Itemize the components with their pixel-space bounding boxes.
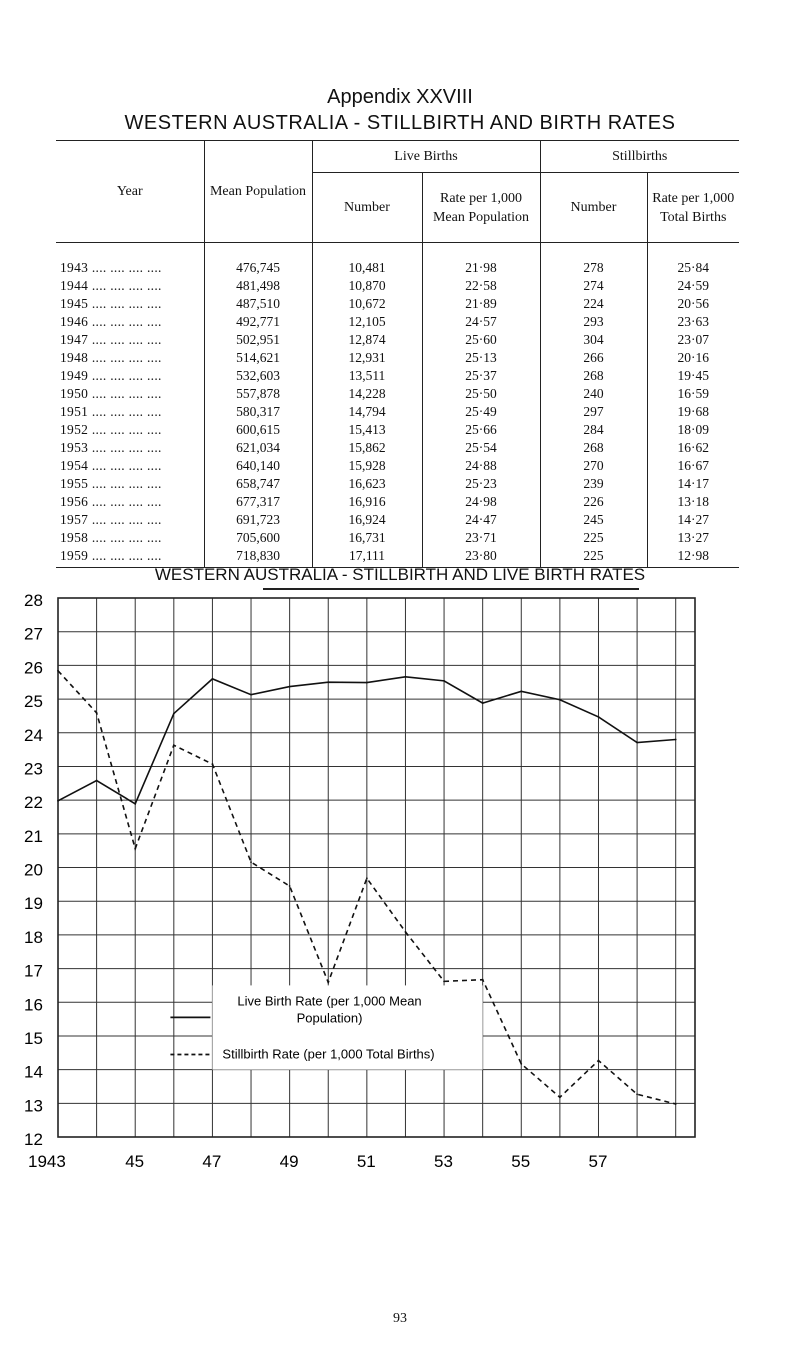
cell-live-rate: 23·71 xyxy=(422,529,540,547)
cell-live-number: 15,862 xyxy=(312,439,422,457)
stillbirth-point xyxy=(675,1103,677,1105)
cell-live-number: 16,731 xyxy=(312,529,422,547)
stillbirth-point xyxy=(134,848,136,850)
header-still-rate: Rate per 1,000 Total Births xyxy=(647,173,739,243)
cell-year: 1953 .... .... .... .... xyxy=(60,440,162,455)
x-tick-label: 45 xyxy=(125,1152,145,1171)
cell-population: 677,317 xyxy=(204,493,312,511)
cell-still-number: 240 xyxy=(540,385,647,403)
y-tick-label: 15 xyxy=(24,1028,43,1048)
cell-year: 1956 .... .... .... .... xyxy=(60,494,162,509)
x-tick-label: 55 xyxy=(511,1152,531,1171)
cell-year: 1943 .... .... .... .... xyxy=(60,260,162,275)
cell-year: 1948 .... .... .... .... xyxy=(60,350,162,365)
live-birth-point xyxy=(443,680,445,682)
cell-population: 705,600 xyxy=(204,529,312,547)
header-live-number: Number xyxy=(312,173,422,243)
y-tick-label: 25 xyxy=(24,692,43,712)
cell-year: 1949 .... .... .... .... xyxy=(60,368,162,383)
y-tick-label: 27 xyxy=(24,624,43,644)
header-live-births: Live Births xyxy=(312,141,540,173)
stillbirth-point xyxy=(250,861,252,863)
cell-live-rate: 25·54 xyxy=(422,439,540,457)
cell-live-number: 12,874 xyxy=(312,331,422,349)
header-mean-population: Mean Population xyxy=(204,141,312,243)
cell-still-rate: 24·59 xyxy=(647,277,739,295)
cell-population: 600,615 xyxy=(204,421,312,439)
cell-still-number: 274 xyxy=(540,277,647,295)
cell-still-rate: 16·67 xyxy=(647,457,739,475)
cell-population: 481,498 xyxy=(204,277,312,295)
cell-still-rate: 16·62 xyxy=(647,439,739,457)
cell-still-number: 226 xyxy=(540,493,647,511)
cell-year: 1946 .... .... .... .... xyxy=(60,314,162,329)
cell-live-number: 16,916 xyxy=(312,493,422,511)
live-birth-point xyxy=(96,780,98,782)
cell-still-number: 297 xyxy=(540,403,647,421)
y-tick-label: 21 xyxy=(24,826,43,846)
cell-live-rate: 25·37 xyxy=(422,367,540,385)
stillbirth-point xyxy=(443,980,445,982)
chart-title: WESTERN AUSTRALIA - STILLBIRTH AND LIVE BIRTH RATES xyxy=(154,565,646,584)
cell-still-rate: 18·09 xyxy=(647,421,739,439)
cell-still-number: 270 xyxy=(540,457,647,475)
cell-still-rate: 19·45 xyxy=(647,367,739,385)
x-tick-label: 47 xyxy=(202,1152,222,1171)
cell-still-rate: 14·27 xyxy=(647,511,739,529)
cell-live-number: 14,228 xyxy=(312,385,422,403)
cell-still-rate: 25·84 xyxy=(647,243,739,278)
cell-live-number: 10,870 xyxy=(312,277,422,295)
y-tick-label: 13 xyxy=(24,1096,43,1116)
cell-still-number: 284 xyxy=(540,421,647,439)
y-tick-label: 14 xyxy=(24,1062,43,1082)
stillbirth-point xyxy=(173,744,175,746)
cell-live-number: 16,623 xyxy=(312,475,422,493)
cell-population: 640,140 xyxy=(204,457,312,475)
cell-live-rate: 25·13 xyxy=(422,349,540,367)
cell-still-rate: 13·18 xyxy=(647,493,739,511)
header-year: Year xyxy=(56,141,204,243)
stillbirth-point xyxy=(482,979,484,981)
y-tick-label: 22 xyxy=(24,793,43,813)
cell-still-rate: 20·56 xyxy=(647,295,739,313)
live-birth-point xyxy=(366,682,368,684)
cell-live-number: 13,511 xyxy=(312,367,422,385)
y-tick-label: 26 xyxy=(24,658,43,678)
cell-live-rate: 22·58 xyxy=(422,277,540,295)
x-tick-label: 57 xyxy=(588,1152,608,1171)
cell-year: 1959 .... .... .... .... xyxy=(56,547,204,568)
cell-year: 1944 .... .... .... .... xyxy=(60,278,162,293)
cell-population: 580,317 xyxy=(204,403,312,421)
cell-population: 492,771 xyxy=(204,313,312,331)
cell-population: 718,830 xyxy=(204,547,312,568)
cell-still-number: 266 xyxy=(540,349,647,367)
live-birth-point xyxy=(636,742,638,744)
y-tick-label: 18 xyxy=(24,927,43,947)
stillbirth-point xyxy=(96,712,98,714)
y-tick-label: 28 xyxy=(24,591,43,610)
cell-population: 532,603 xyxy=(204,367,312,385)
cell-still-rate: 20·16 xyxy=(647,349,739,367)
cell-still-rate: 19·68 xyxy=(647,403,739,421)
cell-live-number: 12,105 xyxy=(312,313,422,331)
cell-live-rate: 25·23 xyxy=(422,475,540,493)
cell-still-number: 304 xyxy=(540,331,647,349)
live-birth-point xyxy=(559,699,561,701)
cell-still-rate: 23·07 xyxy=(647,331,739,349)
stillbirth-point xyxy=(57,670,59,672)
cell-live-number: 10,481 xyxy=(312,243,422,278)
cell-year: 1947 .... .... .... .... xyxy=(60,332,162,347)
x-tick-label: 1943 xyxy=(28,1152,66,1171)
cell-live-rate: 23·80 xyxy=(422,547,540,568)
cell-population: 487,510 xyxy=(204,295,312,313)
stillbirth-point xyxy=(327,981,329,983)
cell-year: 1952 .... .... .... .... xyxy=(60,422,162,437)
x-tick-label: 51 xyxy=(356,1152,376,1171)
cell-still-rate: 12·98 xyxy=(647,547,739,568)
cell-still-number: 278 xyxy=(540,243,647,278)
cell-population: 621,034 xyxy=(204,439,312,457)
cell-still-number: 268 xyxy=(540,439,647,457)
cell-still-number: 245 xyxy=(540,511,647,529)
cell-still-rate: 14·17 xyxy=(647,475,739,493)
live-birth-point xyxy=(212,678,214,680)
cell-still-rate: 16·59 xyxy=(647,385,739,403)
cell-live-number: 16,924 xyxy=(312,511,422,529)
stillbirth-point xyxy=(520,1063,522,1065)
y-tick-label: 19 xyxy=(24,894,43,914)
y-tick-label: 20 xyxy=(24,860,43,880)
stillbirth-point xyxy=(289,885,291,887)
cell-year: 1951 .... .... .... .... xyxy=(60,404,162,419)
cell-live-rate: 24·57 xyxy=(422,313,540,331)
document-title: WESTERN AUSTRALIA - STILLBIRTH AND BIRTH RATES xyxy=(124,112,676,134)
live-birth-point xyxy=(598,716,600,718)
live-birth-point xyxy=(173,713,175,715)
live-birth-point xyxy=(250,694,252,696)
y-tick-label: 17 xyxy=(24,961,43,981)
cell-live-rate: 25·60 xyxy=(422,331,540,349)
cell-live-rate: 25·66 xyxy=(422,421,540,439)
cell-year: 1958 .... .... .... .... xyxy=(60,530,162,545)
header-still-number: Number xyxy=(540,173,647,243)
cell-year: 1954 .... .... .... .... xyxy=(60,458,162,473)
cell-still-rate: 23·63 xyxy=(647,313,739,331)
appendix-label: Appendix XXVIII xyxy=(327,86,473,108)
stillbirth-point xyxy=(559,1096,561,1098)
y-tick-label: 24 xyxy=(24,725,43,745)
x-tick-label: 49 xyxy=(279,1152,299,1171)
cell-still-number: 225 xyxy=(540,529,647,547)
header-stillbirths: Stillbirths xyxy=(540,141,739,173)
cell-year: 1957 .... .... .... .... xyxy=(60,512,162,527)
legend-label-live-2: Population) xyxy=(296,1010,363,1026)
live-birth-point xyxy=(289,686,291,688)
cell-live-number: 15,928 xyxy=(312,457,422,475)
cell-live-rate: 25·49 xyxy=(422,403,540,421)
legend-label-live: Live Birth Rate (per 1,000 Mean xyxy=(237,993,422,1009)
cell-live-rate: 25·50 xyxy=(422,385,540,403)
header-live-rate: Rate per 1,000 Mean Population xyxy=(422,173,540,243)
cell-population: 658,747 xyxy=(204,475,312,493)
cell-live-number: 12,931 xyxy=(312,349,422,367)
cell-year: 1955 .... .... .... .... xyxy=(60,476,162,491)
live-birth-point xyxy=(520,690,522,692)
stillbirth-point xyxy=(405,931,407,933)
page-number: 93 xyxy=(393,1311,407,1326)
cell-live-rate: 21·89 xyxy=(422,295,540,313)
y-tick-label: 23 xyxy=(24,759,43,779)
cell-live-number: 10,672 xyxy=(312,295,422,313)
cell-live-number: 15,413 xyxy=(312,421,422,439)
cell-year: 1945 .... .... .... .... xyxy=(60,296,162,311)
live-birth-point xyxy=(57,800,59,802)
cell-population: 691,723 xyxy=(204,511,312,529)
stillbirth-point xyxy=(636,1093,638,1095)
live-birth-point xyxy=(482,702,484,704)
live-birth-point xyxy=(675,739,677,741)
cell-live-number: 14,794 xyxy=(312,403,422,421)
stillbirth-point xyxy=(366,877,368,879)
cell-still-rate: 13·27 xyxy=(647,529,739,547)
cell-live-rate: 24·88 xyxy=(422,457,540,475)
cell-still-number: 239 xyxy=(540,475,647,493)
cell-still-number: 268 xyxy=(540,367,647,385)
cell-year: 1950 .... .... .... .... xyxy=(60,386,162,401)
cell-still-number: 224 xyxy=(540,295,647,313)
cell-population: 514,621 xyxy=(204,349,312,367)
legend-label-still: Stillbirth Rate (per 1,000 Total Births) xyxy=(222,1046,435,1062)
cell-live-rate: 21·98 xyxy=(422,243,540,278)
cell-population: 476,745 xyxy=(204,243,312,278)
cell-still-number: 225 xyxy=(540,547,647,568)
x-tick-label: 53 xyxy=(434,1152,453,1171)
live-birth-point xyxy=(405,676,407,678)
stillbirth-point xyxy=(212,763,214,765)
cell-population: 502,951 xyxy=(204,331,312,349)
cell-still-number: 293 xyxy=(540,313,647,331)
stillbirth-point xyxy=(598,1060,600,1062)
live-birth-point xyxy=(327,681,329,683)
cell-live-rate: 24·98 xyxy=(422,493,540,511)
cell-live-number: 17,111 xyxy=(312,547,422,568)
y-tick-label: 12 xyxy=(24,1130,43,1149)
live-birth-point xyxy=(134,803,136,805)
cell-live-rate: 24·47 xyxy=(422,511,540,529)
cell-population: 557,878 xyxy=(204,385,312,403)
y-tick-label: 16 xyxy=(24,995,43,1015)
